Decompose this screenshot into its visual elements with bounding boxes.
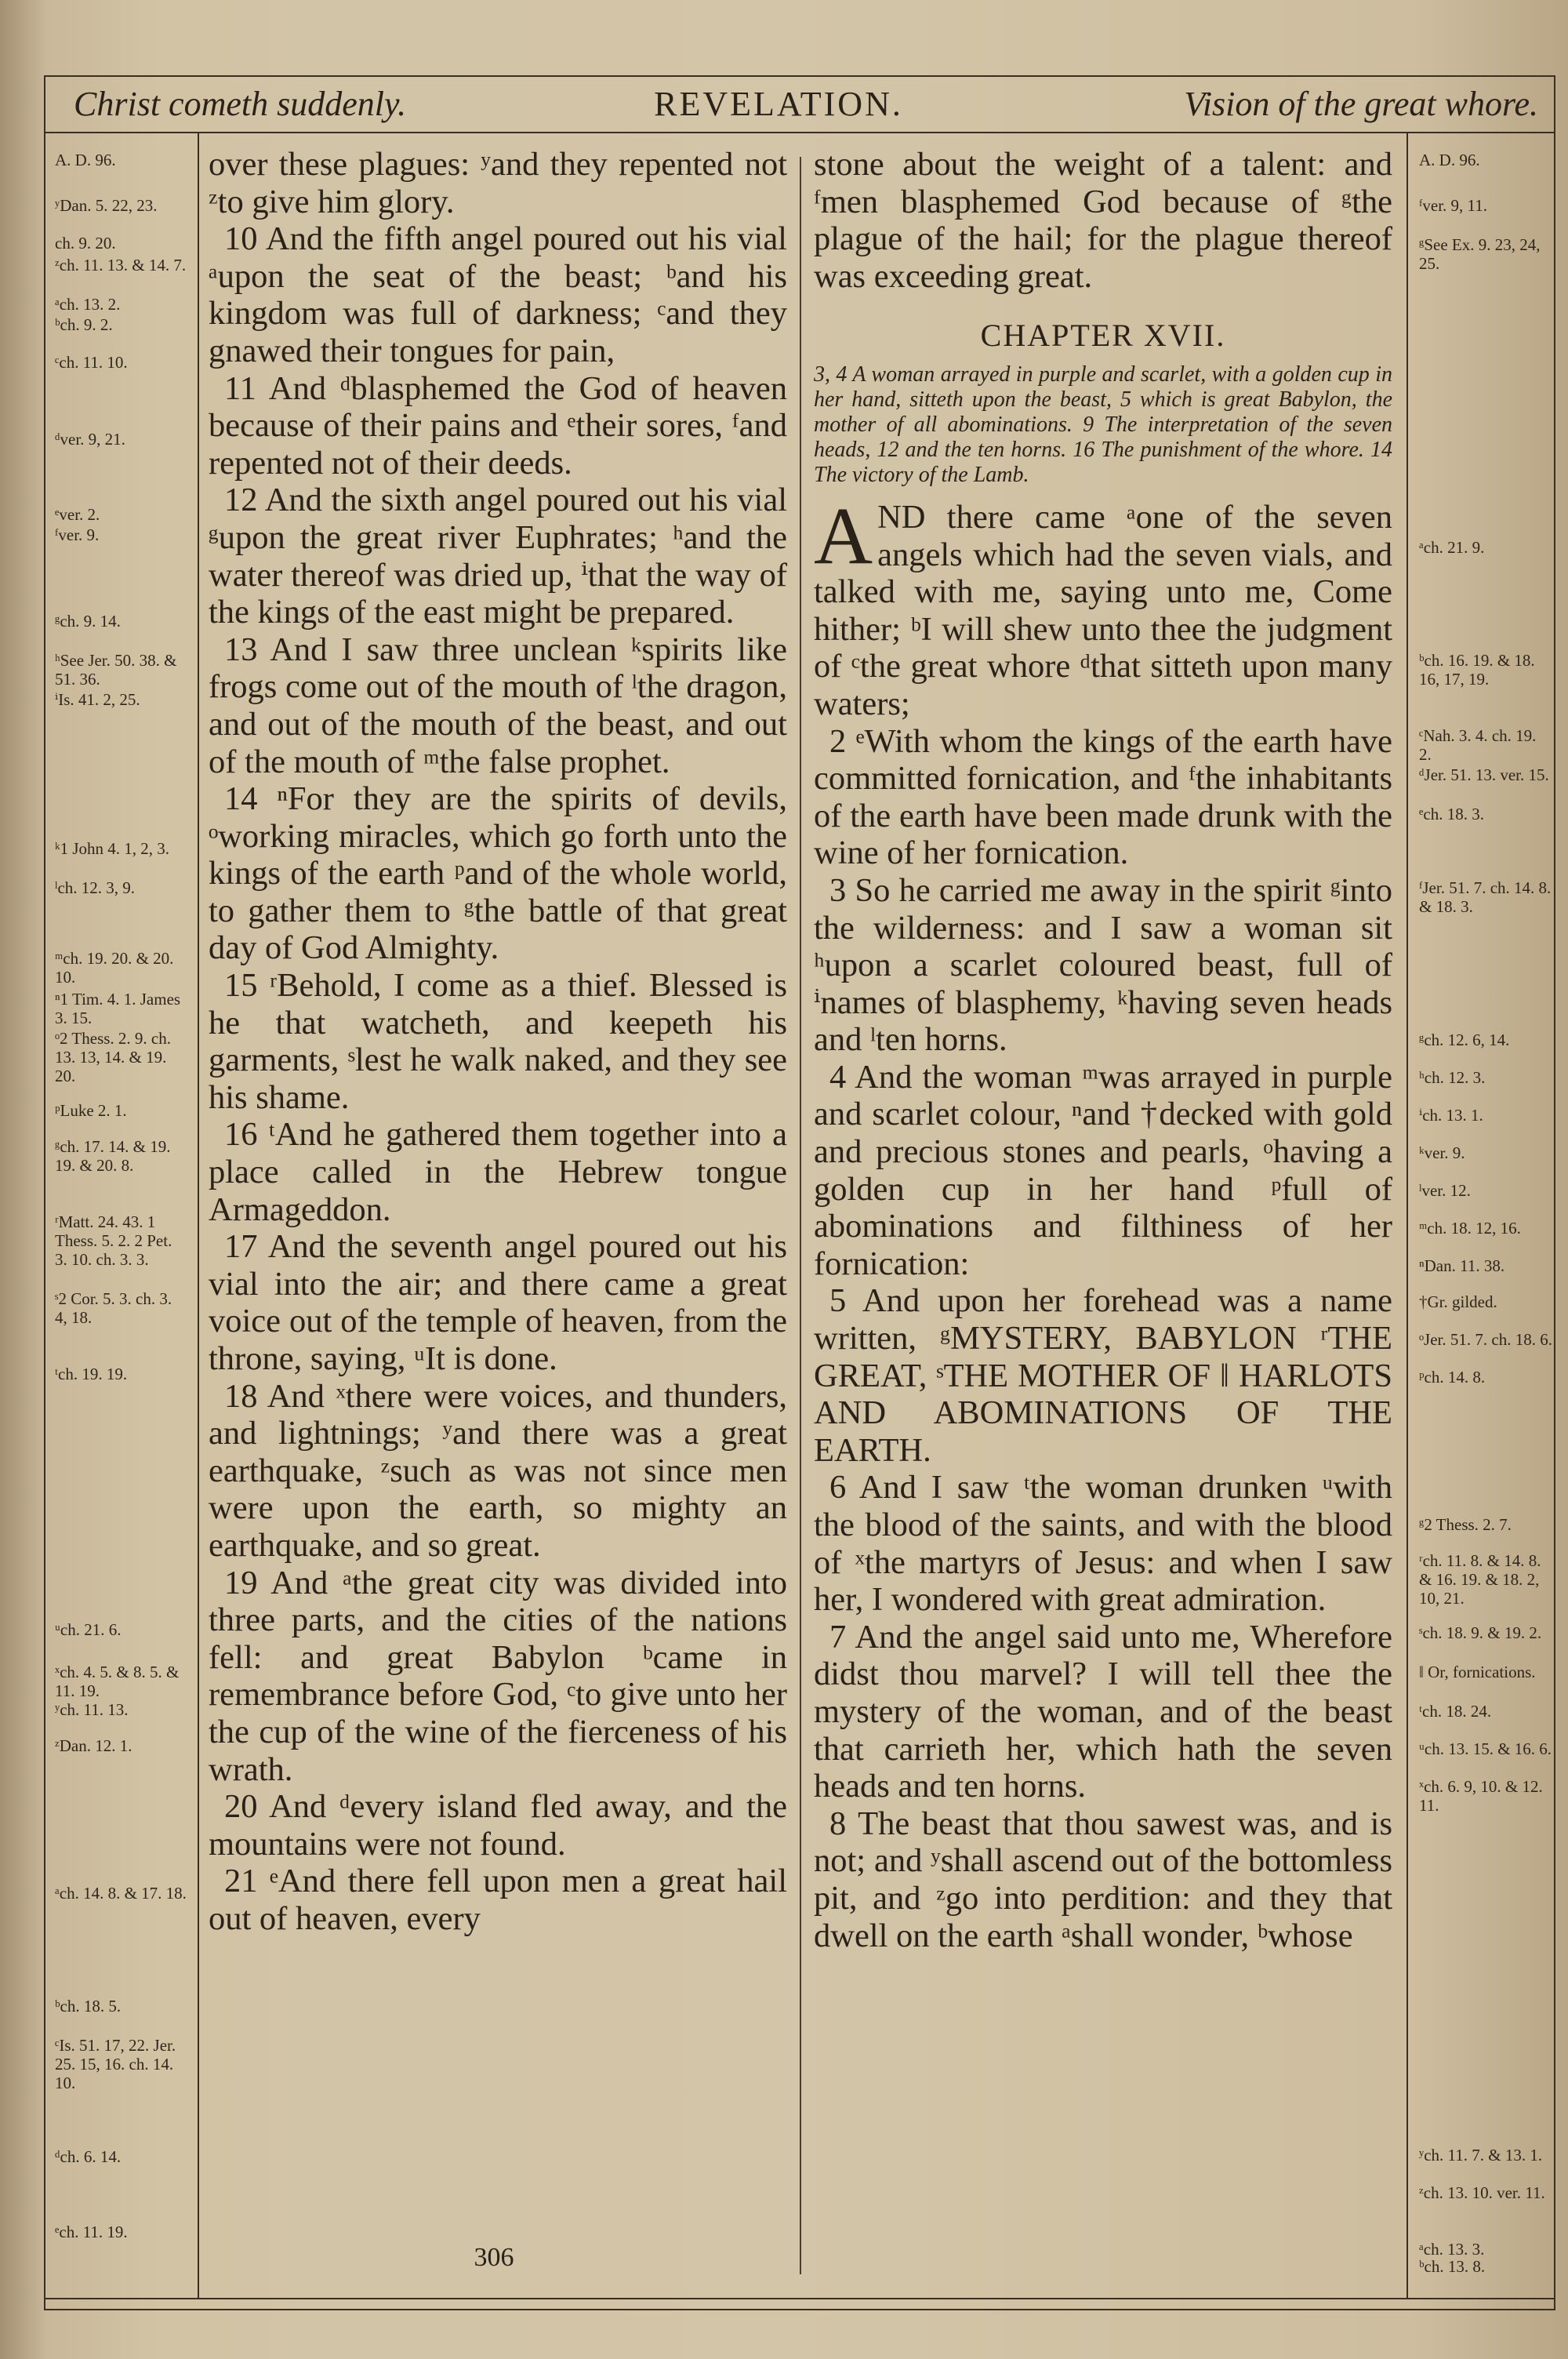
margin-ref: ʳMatt. 24. 43. 1 Thess. 5. 2. 2 Pet. 3. 10. ch. 3. 3. <box>55 1212 172 1269</box>
page-number: 306 <box>474 2243 514 2272</box>
margin-ref: ʰSee Jer. 50. 38. & 51. 36. <box>55 651 177 689</box>
verse-1 <box>814 490 1392 723</box>
verse-3: 3 So he carried me away in the spirit ᵍinto the wilderness: and I saw a woman sit ʰupon a scarlet coloured beast, full of ⁱnames of blasphemy, ᵏhaving seven heads and ˡten horns. <box>814 871 1392 1059</box>
verse-12: 12 And the sixth angel poured out his vial ᵍupon the great river Euphrates; ʰand the water thereof was dried up, ⁱthat the way of the kings of the east might be prepared. <box>209 482 787 631</box>
verse-10: 10 And the fifth angel poured out his vial ᵃupon the seat of the beast; ᵇand his kingdom was full of darkness; ᶜand they gnawed their tongues for pain, <box>209 220 787 369</box>
margin-ref: ch. 9. 20. <box>55 234 116 253</box>
margin-ref: ᵐch. 19. 20. & 20. 10. <box>55 949 174 987</box>
verse-1-text: ND there came ᵃone of the seven angels which had the seven vials, and talked with me, saying unto me, Come hither; ᵇI will shew unto thee the judgment of ᶜthe great whore ᵈthat sitteth upon many waters; <box>814 498 1392 722</box>
verse-20: 20 And ᵈevery island fled away, and the mountains were not found. <box>209 1788 787 1863</box>
margin-ref: ᵍch. 17. 14. & 19. 19. & 20. 8. <box>55 1137 171 1175</box>
margin-ref: ʰch. 12. 3. <box>1419 1068 1486 1087</box>
margin-ref: ᶠver. 9, 11. <box>1419 196 1488 215</box>
margin-ref: ᵃch. 13. 2. <box>55 295 121 314</box>
margin-ref: ᵒ2 Thess. 2. 9. ch. 13. 13, 14. & 19. 20. <box>55 1029 171 1085</box>
verse-15: 15 ʳBehold, I come as a thief. Blessed is he that watcheth, and keepeth his garments, ˢlest he walk naked, and they see his shame. <box>209 967 787 1116</box>
text-column-right <box>814 146 1392 1954</box>
verse-6: 6 And I saw ᵗthe woman drunken ᵘwith the blood of the saints, and with the blood of ˣthe martyrs of Jesus: and when I saw her, I wondered with great admiration. <box>814 1469 1392 1619</box>
left-margin-rule <box>198 133 199 2298</box>
margin-ref: ᵃch. 13. 3. <box>1419 2240 1485 2259</box>
verse-2: 2 ᵉWith whom the kings of the earth have committed fornication, and ᶠthe inhabitants of the earth have been made drunk with the wine of her fornication. <box>814 722 1392 872</box>
margin-ref: ˣch. 6. 9, 10. & 12. 11. <box>1419 1777 1543 1815</box>
margin-ref: ᵖch. 14. 8. <box>1419 1368 1486 1387</box>
margin-ref: ʳch. 11. 8. & 14. 8. & 16. 19. & 18. 2, 10, 21. <box>1419 1551 1541 1608</box>
header-rule <box>44 132 1555 133</box>
verse-18: 18 And ˣthere were voices, and thunders, and lightnings; ʸand there was a great earthquake, ᶻsuch as was not since men were upon the earth, so mighty an earthquake, and so great. <box>209 1377 787 1564</box>
verse-8: 8 The beast that thou sawest was, and is not; and ʸshall ascend out of the bottomless pit, and ᶻgo into perdition: and they that dwell on the earth ᵃshall wonder, ᵇwhose <box>814 1805 1392 1954</box>
margin-ref: ᵉch. 18. 3. <box>1419 805 1484 823</box>
margin-ref: ᵈch. 6. 14. <box>55 2147 122 2166</box>
chapter-summary: 3, 4 A woman arrayed in purple and scarlet, with a golden cup in her hand, sitteth upon the beast, 5 which is great Babylon, the mother of all abominations. 9 The interpretation of the seven heads, 12 and the ten horns. 16 The punishment of the whore. 14 The victory of the Lamb. <box>814 362 1392 487</box>
margin-ref: ᵏver. 9. <box>1419 1143 1465 1162</box>
verse-5: 5 And upon her forehead was a name written, ᵍMYSTERY, BABYLON ʳTHE GREAT, ˢTHE MOTHER OF ‖ HARLOTS AND ABOMINATIONS OF THE EARTH. <box>814 1282 1392 1469</box>
margin-ref: ᵇch. 18. 5. <box>55 1997 122 2016</box>
margin-ref: ‖ Or, fornications. <box>1419 1663 1536 1681</box>
verse-19: 19 And ᵃthe great city was divided into three parts, and the cities of the nations fell: and great Babylon ᵇcame in remembrance before God, ᶜto give unto her the cup of the wine of the fierceness of his wrath. <box>209 1564 787 1788</box>
margin-ref: ˡver. 12. <box>1419 1181 1471 1200</box>
margin-ref: ᵇch. 13. 8. <box>1419 2257 1486 2276</box>
margin-ref: ᵈJer. 51. 13. ver. 15. <box>1419 765 1549 784</box>
margin-ref: ᵍch. 9. 14. <box>55 612 121 631</box>
margin-ref: ᵍ2 Thess. 2. 7. <box>1419 1515 1512 1534</box>
footer-rule <box>44 2298 1555 2299</box>
margin-ref: ᶠJer. 51. 7. ch. 14. 8. & 18. 3. <box>1419 878 1552 916</box>
margin-ref: ⁱch. 13. 1. <box>1419 1106 1483 1125</box>
margin-ref: ᵇch. 16. 19. & 18. 16, 17, 19. <box>1419 651 1535 689</box>
margin-ref: ʸDan. 5. 22, 23. <box>55 196 158 215</box>
margin-ref: ᵘch. 13. 15. & 16. 6. <box>1419 1739 1552 1758</box>
margin-ref: ᶜch. 11. 10. <box>55 353 128 372</box>
margin-ref: ᵃch. 14. 8. & 17. 18. <box>55 1884 187 1903</box>
drop-cap: A <box>814 490 873 581</box>
header-book-title: REVELATION. <box>654 85 903 123</box>
verse-4: 4 And the woman ᵐwas arrayed in purple and scarlet colour, ⁿand †decked with gold and precious stones and pearls, ᵒhaving a golden cup in her hand ᵖfull of abominations and filthiness of her fornication: <box>814 1058 1392 1282</box>
column-divider <box>800 157 801 2274</box>
header-right: Vision of the great whore. <box>1184 85 1538 123</box>
margin-ref: ᶜNah. 3. 4. ch. 19. 2. <box>1419 726 1537 764</box>
margin-ref: ᵍch. 12. 6, 14. <box>1419 1030 1510 1049</box>
verse-14: 14 ⁿFor they are the spirits of devils, ᵒworking miracles, which go forth unto the kings of the earth ᵖand of the whole world, to gather them to ᵍthe battle of that great day of God Almighty. <box>209 780 787 967</box>
margin-ref: ᵘch. 21. 6. <box>55 1620 122 1639</box>
verse-21: 21 ᵉAnd there fell upon men a great hail out of heaven, every <box>209 1863 787 1937</box>
margin-ref: ᶻDan. 12. 1. <box>55 1736 132 1755</box>
margin-ref: ˢ2 Cor. 5. 3. ch. 3. 4, 18. <box>55 1289 172 1327</box>
margin-ref: ᶠver. 9. <box>55 525 100 544</box>
verse-continuation: over these plagues: ʸand they repented not ᶻto give him glory. <box>209 146 787 220</box>
margin-ref: ᵇch. 9. 2. <box>55 315 113 334</box>
margin-ref: ˡch. 12. 3, 9. <box>55 878 136 897</box>
margin-ref: ᵃch. 21. 9. <box>1419 538 1485 557</box>
margin-ref: ʸch. 11. 13. <box>55 1700 129 1719</box>
verse-16: 16 ᵗAnd he gathered them together into a place called in the Hebrew tongue Armageddon. <box>209 1116 787 1228</box>
text-column-left <box>209 146 787 1938</box>
margin-ad-left: A. D. 96. <box>55 151 116 169</box>
verse-13: 13 And I saw three unclean ᵏspirits like frogs come out of the mouth of ˡthe dragon, and out of the mouth of the beast, and out of the mouth of ᵐthe false prophet. <box>209 631 787 780</box>
right-margin-rule <box>1406 133 1408 2298</box>
verse-7: 7 And the angel said unto me, Wherefore didst thou marvel? I will tell thee the mystery of the woman, and of the beast that carrieth her, which hath the seven heads and ten horns. <box>814 1618 1392 1805</box>
margin-ref: ᵖLuke 2. 1. <box>55 1101 127 1120</box>
verse-11: 11 And ᵈblasphemed the God of heaven because of their pains and ᵉtheir sores, ᶠand repented not of their deeds. <box>209 369 787 482</box>
margin-ref: ˣch. 4. 5. & 8. 5. & 11. 19. <box>55 1663 180 1700</box>
margin-ref: ᵉver. 2. <box>55 505 100 524</box>
margin-ref: †Gr. gilded. <box>1419 1292 1497 1311</box>
header-left: Christ cometh suddenly. <box>74 85 407 123</box>
margin-ref: ʸch. 11. 7. & 13. 1. <box>1419 2146 1543 2165</box>
margin-ref: ᵐch. 18. 12, 16. <box>1419 1219 1521 1238</box>
margin-ref: ᵈver. 9, 21. <box>55 430 125 449</box>
margin-ref: ᶻch. 11. 13. & 14. 7. <box>55 256 187 274</box>
margin-ref: ⁿ1 Tim. 4. 1. James 3. 15. <box>55 990 181 1027</box>
margin-ref: ᵍSee Ex. 9. 23, 24, 25. <box>1419 235 1541 273</box>
margin-ref: ᵉch. 11. 19. <box>55 2223 128 2241</box>
margin-ref: ⁿDan. 11. 38. <box>1419 1256 1505 1275</box>
margin-ref: ᶻch. 13. 10. ver. 11. <box>1419 2183 1545 2202</box>
margin-ad-right: A. D. 96. <box>1419 151 1480 169</box>
margin-ref: ⁱIs. 41. 2, 25. <box>55 690 140 709</box>
margin-ref: ᵗch. 18. 24. <box>1419 1702 1492 1721</box>
margin-ref: ᶜIs. 51. 17, 22. Jer. 25. 15, 16. ch. 14. 10. <box>55 2036 176 2092</box>
chapter-heading: CHAPTER XVII. <box>980 318 1226 354</box>
margin-ref: ˢch. 18. 9. & 19. 2. <box>1419 1623 1542 1642</box>
margin-ref: ᵒJer. 51. 7. ch. 18. 6. <box>1419 1330 1552 1349</box>
verse-17: 17 And the seventh angel poured out his vial into the air; and there came a great voice out of the temple of heaven, from the throne, saying, ᵘIt is done. <box>209 1228 787 1377</box>
margin-ref: ᵗch. 19. 19. <box>55 1365 128 1383</box>
verse-continuation: stone about the weight of a talent: and ᶠmen blasphemed God because of ᵍthe plague of the hail; for the plague thereof was exceeding great. <box>814 146 1392 295</box>
margin-ref: ᵏ1 John 4. 1, 2, 3. <box>55 839 170 858</box>
